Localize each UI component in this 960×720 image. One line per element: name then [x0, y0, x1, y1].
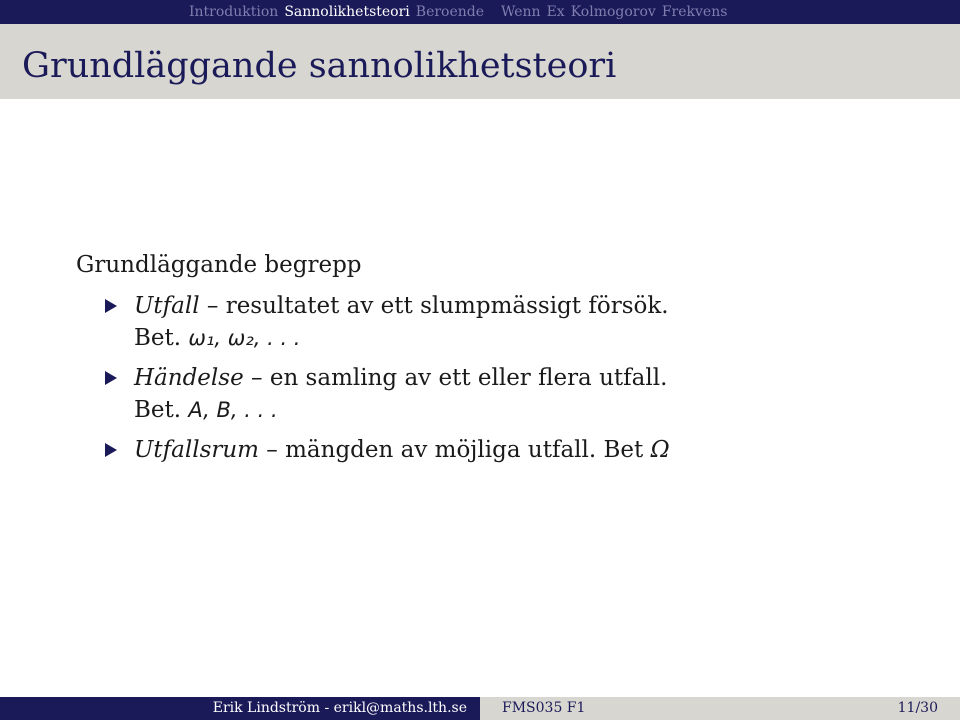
- definition-line: [134, 362, 936, 394]
- notation: Ω: [650, 437, 670, 463]
- triangle-bullet-icon: [105, 371, 117, 385]
- term: Utfallsrum: [134, 437, 259, 463]
- page-number: 11/30: [897, 700, 938, 716]
- footer-course-panel: [480, 697, 960, 720]
- definition: – mängden av möjliga utfall. Bet: [266, 437, 644, 463]
- footer-course: FMS035 F1: [502, 700, 586, 716]
- footer-author: Erik Lindström - erikl@maths.lth.se: [0, 697, 480, 720]
- term: Utfall: [134, 293, 200, 319]
- definition: – resultatet av ett slumpmässigt försök.: [206, 293, 669, 319]
- list-item-utfallsrum: [76, 434, 936, 466]
- slide-content: [76, 250, 936, 474]
- block-title: Grundläggande begrepp: [76, 252, 362, 278]
- navigation-bar: [0, 0, 960, 24]
- notation-line: [134, 394, 936, 426]
- footer: [0, 697, 960, 720]
- nav-section-introduktion[interactable]: Introduktion: [189, 4, 279, 20]
- notation: ω₁, ω₂, . . .: [188, 326, 301, 350]
- notation: A, B, . . .: [188, 398, 278, 422]
- notation-prefix: Bet.: [134, 397, 182, 423]
- subsection-nav: [501, 4, 733, 20]
- list-item-utfall: [76, 290, 936, 354]
- definition-line: [134, 434, 936, 466]
- notation-line: [134, 322, 936, 354]
- nav-subsection-ex[interactable]: Ex: [546, 4, 565, 20]
- notation-prefix: Bet.: [134, 325, 182, 351]
- section-nav: [189, 4, 490, 20]
- nav-subsection-kolmogorov[interactable]: Kolmogorov: [570, 4, 656, 20]
- nav-subsection-frekvens[interactable]: Frekvens: [661, 4, 728, 20]
- list-item-handelse: [76, 362, 936, 426]
- nav-section-beroende[interactable]: Beroende: [415, 4, 485, 20]
- definition: – en samling av ett eller flera utfall.: [251, 365, 668, 391]
- frame-title-bar: [0, 24, 960, 99]
- term: Händelse: [134, 365, 244, 391]
- triangle-bullet-icon: [105, 443, 117, 457]
- nav-section-sannolikhetsteori[interactable]: Sannolikhetsteori: [284, 4, 410, 20]
- definition-line: [134, 290, 936, 322]
- triangle-bullet-icon: [105, 299, 117, 313]
- frame-title: Grundläggande sannolikhetsteori: [22, 46, 617, 86]
- nav-subsection-wenn[interactable]: Wenn: [501, 4, 541, 20]
